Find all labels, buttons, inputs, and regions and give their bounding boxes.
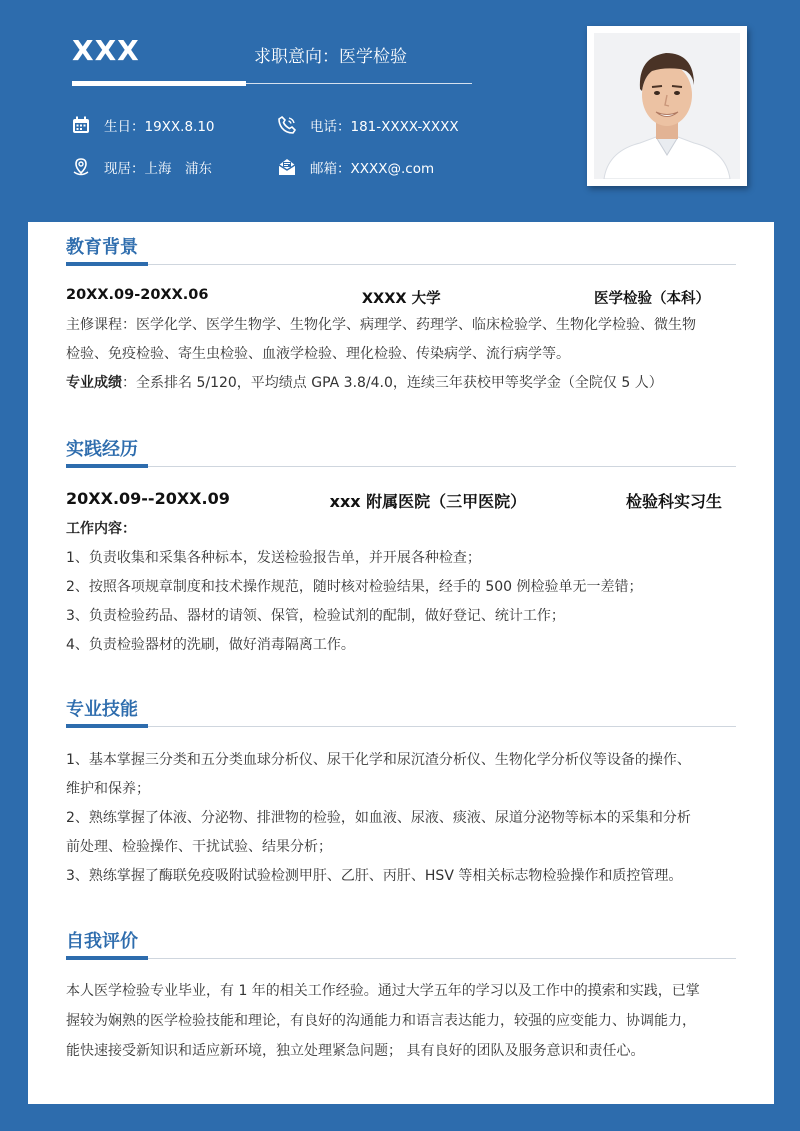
education-rule (66, 262, 736, 268)
self-eval-line: 本人医学检验专业毕业，有 1 年的相关工作经验。通过大学五年的学习以及工作中的摸索和实践，已掌 (66, 983, 700, 999)
self-eval-title: 自我评价 (66, 931, 138, 952)
skills-title: 专业技能 (66, 699, 138, 720)
location-info (70, 156, 212, 178)
calendar-icon (70, 114, 92, 136)
practice-item: 2、按照各项规章制度和技术操作规范，随时核对检验结果，经手的 500 例检验单无一差错； (66, 579, 643, 595)
practice-rule (66, 464, 736, 470)
email-info (276, 156, 434, 178)
mail-icon (276, 156, 298, 178)
practice-item: 4、负责检验器材的洗刷，做好消毒隔离工作。 (66, 637, 355, 653)
self-eval-line: 握较为娴熟的医学检验技能和理论，有良好的沟通能力和语言表达能力，较强的应变能力、协调能力， (66, 1013, 696, 1029)
practice-title: 实践经历 (66, 439, 138, 460)
skills-section (66, 696, 736, 891)
skills-rule (66, 724, 736, 730)
education-section (66, 234, 736, 398)
birth-text: 生日：19XX.8.10 (104, 119, 215, 135)
header-rule-thin (246, 83, 472, 84)
practice-role: 检验科实习生 (625, 492, 722, 511)
resume-card (28, 222, 774, 1104)
location-pin-icon (70, 156, 92, 178)
education-title: 教育背景 (66, 237, 138, 258)
phone-text: 电话：181-XXXX-XXXX (310, 119, 459, 135)
job-intention: 求职意向：医学检验 (254, 47, 407, 67)
education-courses-line2: 检验、免疫检验、寄生虫检验、血液学检验、理化检验、传染病学、流行病学等。 (66, 346, 570, 362)
education-summary-row (66, 287, 736, 308)
email-text: 邮箱：XXXX@.com (310, 161, 435, 177)
practice-summary-row (66, 489, 736, 512)
skills-line: 1、基本掌握三分类和五分类血球分析仪、尿干化学和尿沉渣分析仪、生物化学分析仪等设备的操作、 (66, 752, 691, 768)
phone-icon (276, 114, 298, 136)
practice-section (66, 436, 736, 660)
education-courses-line1: 主修课程：医学化学、医学生物学、生物化学、病理学、药理学、临床检验学、生物化学检验、微生物 (66, 317, 696, 333)
practice-date: 20XX.09--20XX.09 (66, 489, 230, 508)
self-eval-text (66, 976, 736, 1066)
skills-line: 前处理、检验操作、干扰试验、结果分析； (66, 839, 332, 855)
profile-photo (594, 33, 740, 179)
phone-info (276, 114, 459, 136)
practice-item: 3、负责检验药品、器材的请领、保管，检验试剂的配制，做好登记、统计工作； (66, 608, 565, 624)
location-text: 现居：上海 浦东 (104, 161, 212, 177)
self-eval-rule (66, 956, 736, 962)
self-eval-line: 能快速接受新知识和适应新环境，独立处理紧急问题； 具有良好的团队及服务意识和责任心。 (66, 1043, 645, 1059)
grade-label: 专业成绩 (66, 375, 122, 391)
skills-line: 2、熟练掌握了体液、分泌物、排泄物的检验，如血液、尿液、痰液、尿道分泌物等标本的采集和分析 (66, 810, 691, 826)
practice-org: xxx 附属医院（三甲医院） (329, 492, 527, 511)
education-date: 20XX.09-20XX.06 (66, 287, 209, 303)
skills-line: 维护和保养； (66, 781, 150, 797)
photo-frame (587, 26, 747, 186)
practice-content-label: 工作内容： (66, 521, 136, 537)
header-rule-thick (72, 81, 246, 86)
education-grade (66, 369, 736, 398)
resume-header (0, 0, 800, 222)
grade-text: ：全系排名 5/120，平均绩点 GPA 3.8/4.0，连续三年获校甲等奖学金（全院仅 5 人） (122, 375, 663, 391)
practice-item: 1、负责收集和采集各种标本，发送检验报告单，并开展各种检查； (66, 550, 481, 566)
skills-list (66, 746, 736, 891)
education-major: 医学检验（本科） (594, 291, 710, 307)
skills-line: 3、熟练掌握了酶联免疫吸附试验检测甲肝、乙肝、丙肝、HSV 等相关标志物检验操作和质控管理。 (66, 868, 683, 884)
education-school: XXXX 大学 (361, 291, 441, 307)
self-eval-section (66, 928, 736, 1066)
birth-info (70, 114, 215, 136)
candidate-name: XXX (72, 34, 140, 67)
